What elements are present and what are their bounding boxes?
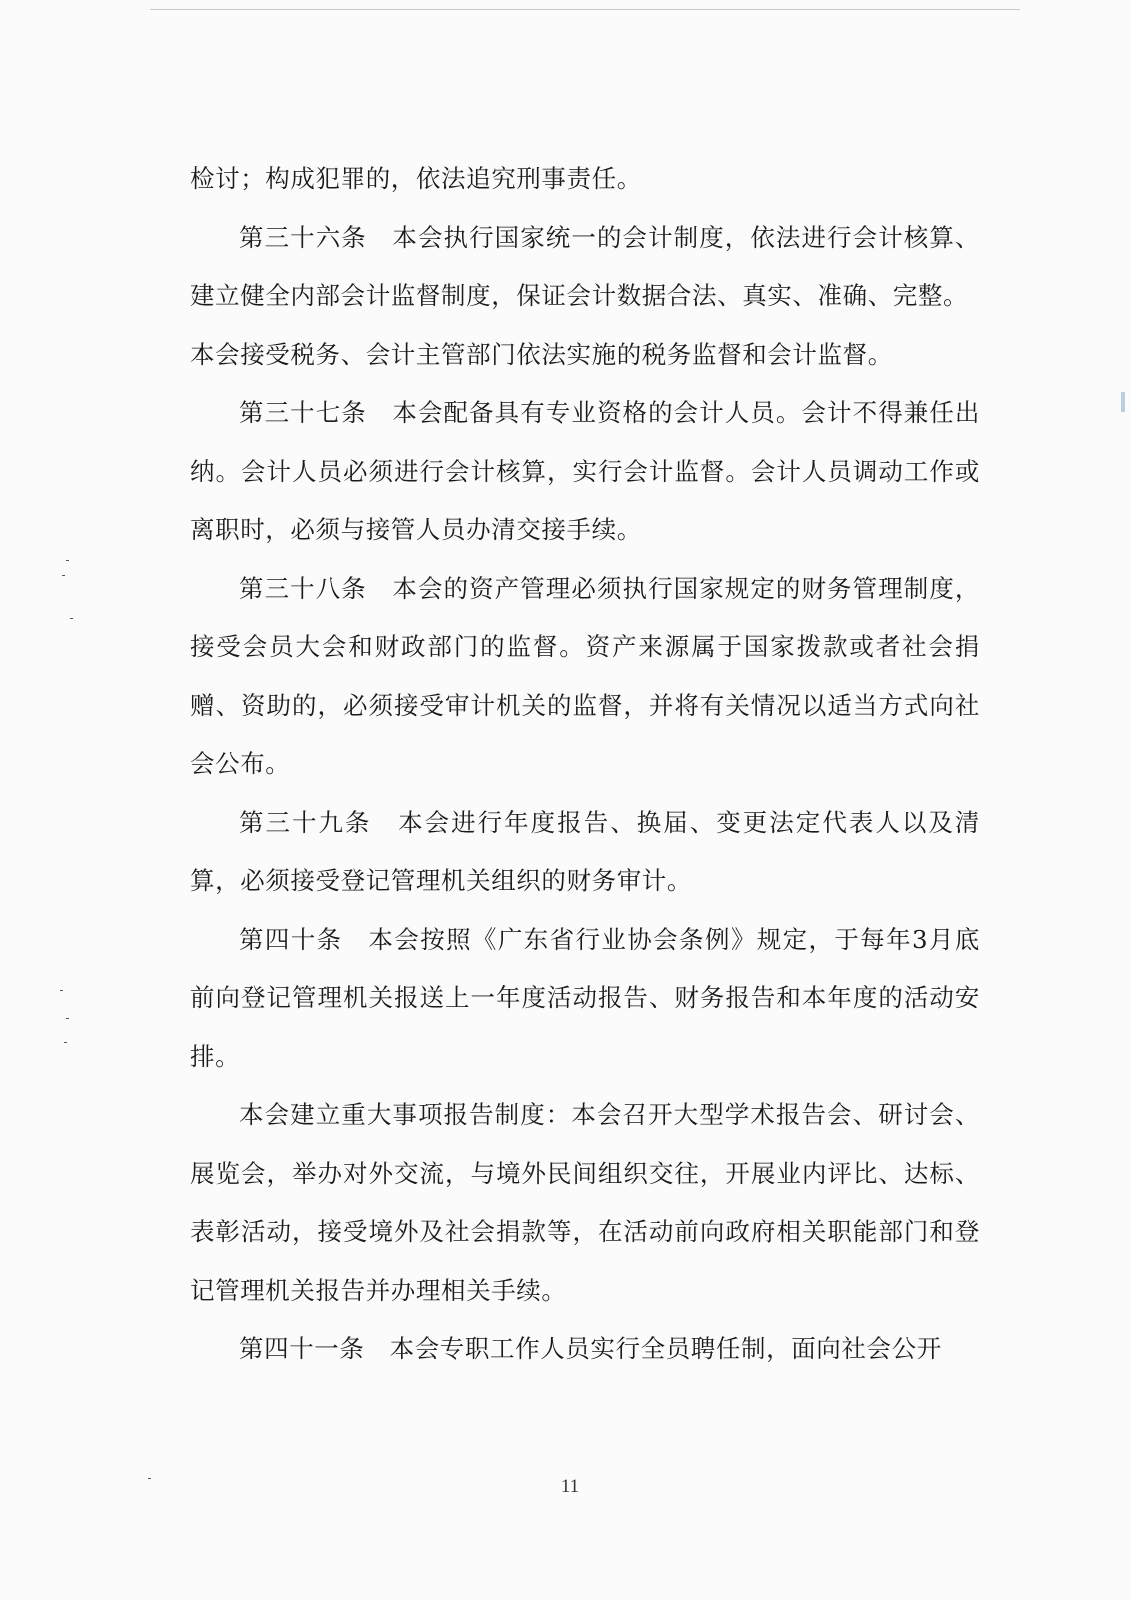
- scan-speck: [148, 1478, 151, 1479]
- scan-speck: [64, 1042, 67, 1043]
- paragraph-article-36: 第三十六条 本会执行国家统一的会计制度，依法进行会计核算、建立健全内部会计监督制度，保证会计数据合法、真实、准确、完整。: [190, 222, 980, 310]
- paragraph-article-38: 第三十八条 本会的资产管理必须执行国家规定的财务管理制度，接受会员大会和财政部门的监督。资产来源属于国家拨款或者社会捐赠、资助的，必须接受审计机关的监督，并将有关情况以适当方式向社会公布。: [190, 573, 980, 778]
- scan-speck: [60, 990, 63, 991]
- paragraph-tax-supervision: 本会接受税务、会计主管部门依法实施的税务监督和会计监督。: [190, 339, 893, 369]
- paragraph-article-41: 第四十一条 本会专职工作人员实行全员聘任制，面向社会公开: [239, 1334, 942, 1363]
- paragraph-article-40: 第四十条 本会按照《广东省行业协会条例》规定，于每年3月底前向登记管理机关报送上一年度活动报告、财务报告和本年度的活动安排。: [190, 924, 980, 1071]
- body-text: [190, 150, 980, 1379]
- scan-speck: [62, 575, 65, 576]
- paragraph-major-events: 本会建立重大事项报告制度：本会召开大型学术报告会、研讨会、展览会，举办对外交流，与境外民间组织交往，开展业内评比、达标、表彰活动，接受境外及社会捐款等，在活动前向政府相关职能部门和登记管理机关报告并办理相关手续。: [190, 1100, 980, 1305]
- scan-edge-mark: [1121, 392, 1125, 412]
- scan-speck: [66, 560, 69, 561]
- page-number: 11: [560, 1476, 580, 1497]
- scan-speck: [70, 618, 73, 619]
- scan-top-edge: [150, 9, 1020, 10]
- scan-speck: [66, 1018, 69, 1019]
- paragraph-1: 检讨；构成犯罪的，依法追究刑事责任。: [190, 164, 642, 193]
- paragraph-article-39: 第三十九条 本会进行年度报告、换届、变更法定代表人以及清算，必须接受登记管理机关组织的财务审计。: [190, 807, 980, 895]
- paragraph-article-37: 第三十七条 本会配备具有专业资格的会计人员。会计不得兼任出纳。会计人员必须进行会计核算，实行会计监督。会计人员调动工作或离职时，必须与接管人员办清交接手续。: [190, 398, 980, 544]
